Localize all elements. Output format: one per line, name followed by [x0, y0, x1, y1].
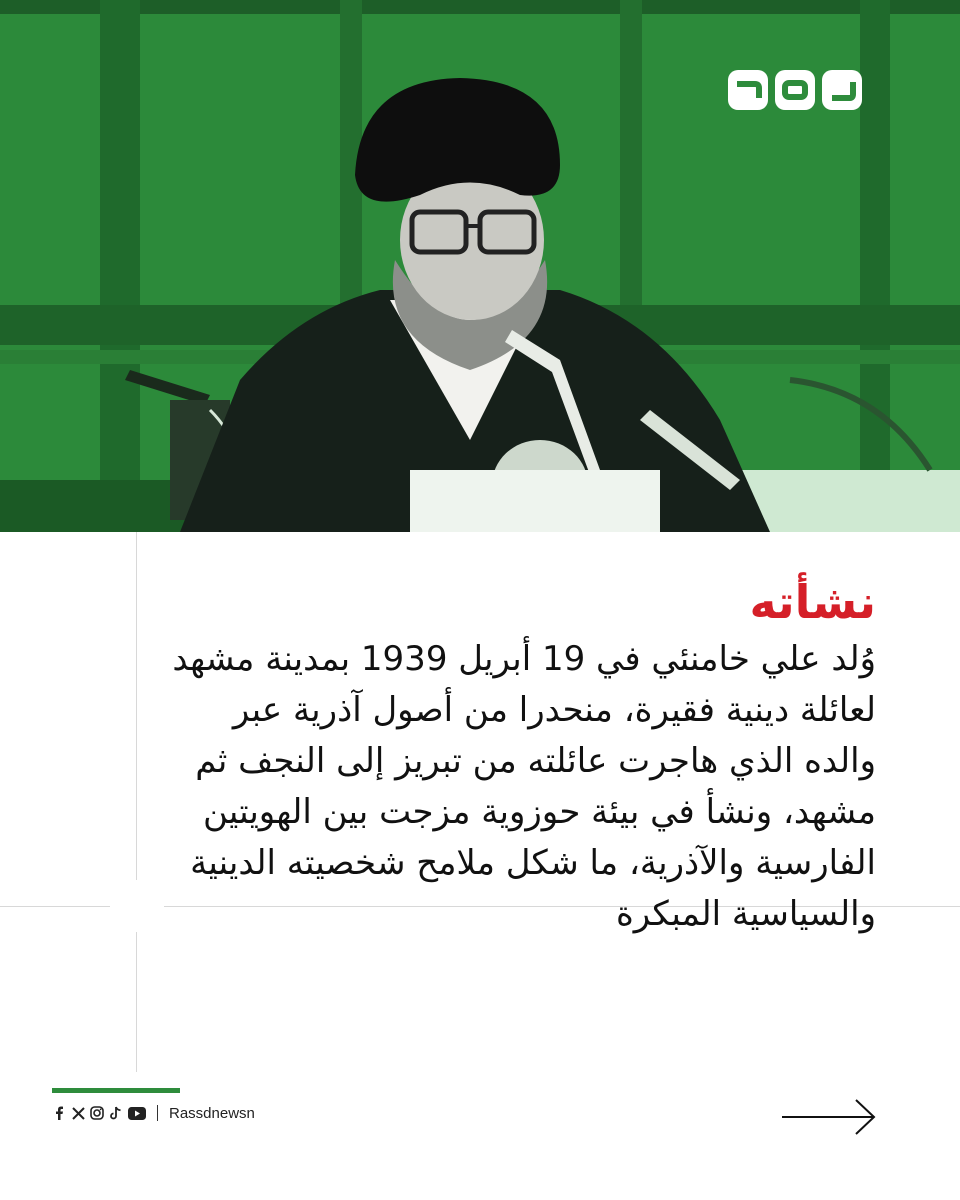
social-handle[interactable]: Rassdnewsn	[169, 1104, 255, 1122]
next-arrow-button[interactable]	[780, 1098, 878, 1136]
article-title: نشأته	[749, 575, 876, 629]
x-icon[interactable]	[71, 1106, 85, 1120]
social-separator	[157, 1105, 158, 1121]
frame-line-horizontal-left	[0, 906, 110, 907]
frame-line-vertical-top	[136, 532, 137, 880]
arrow-right-icon	[780, 1098, 878, 1136]
frame-line-vertical-bottom	[136, 932, 137, 1072]
logo-mark	[728, 70, 862, 110]
footer-accent-line	[52, 1088, 180, 1093]
youtube-icon[interactable]	[128, 1106, 146, 1120]
instagram-icon[interactable]	[90, 1106, 104, 1120]
facebook-icon[interactable]	[52, 1106, 66, 1120]
rassd-logo[interactable]	[728, 70, 862, 110]
article-body: وُلد علي خامنئي في 19 أبريل 1939 بمدينة مشهد لعائلة دينية فقيرة، منحدرا من أصول آذرية عبر والده الذي هاجرت عائلته من تبريز إلى النجف ثم مشهد، ونشأ في بيئة حوزوية مزجت بين الهويتين الفارسية والآذرية، ما شكل ملامح شخصيته الدينية والسياسية المبكرة	[172, 639, 876, 934]
social-bar	[52, 1102, 255, 1124]
tiktok-icon[interactable]	[109, 1106, 123, 1120]
